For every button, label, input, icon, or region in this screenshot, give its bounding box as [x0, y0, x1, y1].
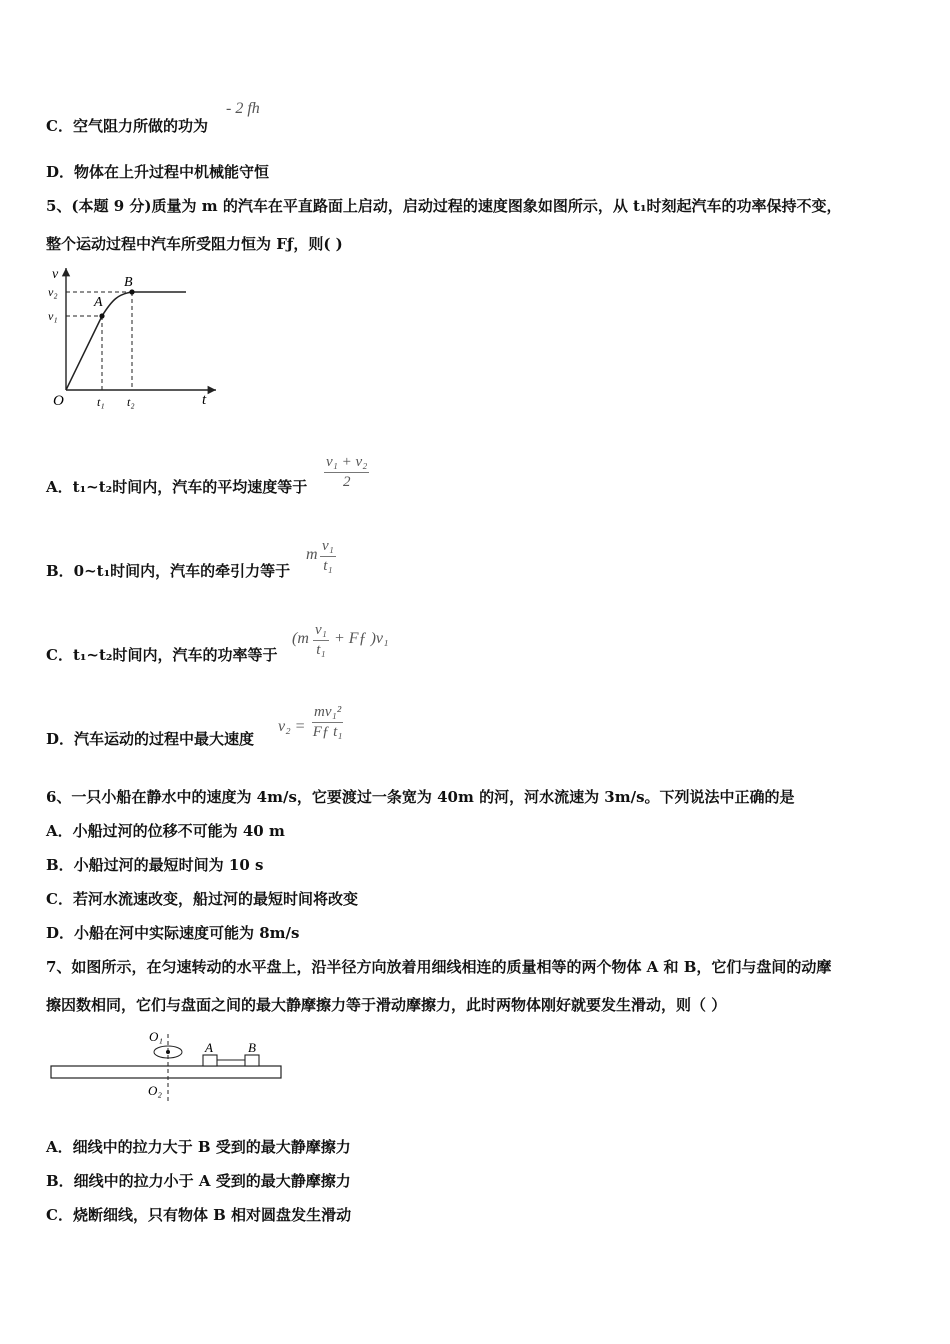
q5-option-d-fraction [312, 704, 343, 741]
q5-stem-line1: 5、(本题 9 分)质量为 m 的汽车在平直路面上启动，启动过程的速度图象如图所示，从 t₁时刻起汽车的功率保持不变， [46, 197, 842, 215]
q5-velocity-time-graph [44, 262, 224, 412]
q6-option-c: C．若河水流速改变，船过河的最短时间将改变 [46, 890, 358, 908]
q5-option-b-prefix: m [306, 546, 318, 563]
graph-label-v1: v₁ [48, 309, 58, 323]
q5-option-c-open: (m [292, 630, 309, 647]
graph-linear-segment [66, 316, 102, 390]
q7-stem-line1: 7、如图所示，在匀速转动的水平盘上，沿半径方向放着用细线相连的质量相等的两个物体 A 和 B，它们与盘间的动摩 [46, 958, 832, 976]
q5-option-d-numerator: mv₁² [312, 704, 343, 723]
diagram-disk [51, 1066, 281, 1078]
q5-option-a-numerator: v₁ + v₂ [324, 454, 369, 473]
graph-point-a [99, 313, 104, 318]
q4-option-c [46, 116, 208, 136]
q5-option-b-denominator: t₁ [323, 558, 333, 574]
q5-option-b-fraction [320, 538, 336, 575]
q5-option-a: A．t₁~t₂时间内，汽车的平均速度等于 [46, 478, 308, 496]
q5-option-d-lhs: v₂ = [278, 718, 306, 735]
graph-label-t2: t₂ [127, 395, 135, 409]
q7-option-a: A．细线中的拉力大于 B 受到的最大静摩擦力 [46, 1138, 351, 1156]
q5-option-c-close: + Fƒ )v₁ [334, 630, 389, 647]
diagram-label-a: A [205, 1040, 213, 1055]
diagram-label-b: B [248, 1040, 256, 1055]
q4-option-c-text: C．空气阻力所做的功为 [46, 117, 208, 135]
diagram-block-a [203, 1055, 217, 1066]
diagram-label-o1: O₁ [149, 1029, 163, 1044]
q7-rotating-disk-diagram [48, 1026, 288, 1106]
q5-option-c: C．t₁~t₂时间内，汽车的功率等于 [46, 646, 278, 664]
graph-label-t-axis: t [202, 392, 207, 408]
graph-curve-segment [102, 292, 132, 316]
q5-option-a-fraction [324, 454, 369, 491]
graph-label-b: B [124, 275, 133, 290]
graph-label-v-axis: v [52, 267, 59, 282]
q6-option-d: D．小船在河中实际速度可能为 8m/s [46, 924, 300, 942]
q6-stem: 6、一只小船在静水中的速度为 4m/s，它要渡过一条宽为 40m 的河，河水流速为 3m/s。下列说法中正确的是 [46, 788, 795, 806]
diagram-center-dot [166, 1050, 170, 1054]
q7-option-c: C．烧断细线，只有物体 B 相对圆盘发生滑动 [46, 1206, 352, 1224]
graph-label-t1: t₁ [97, 395, 105, 409]
diagram-label-o2: O₂ [148, 1083, 162, 1098]
q5-option-d-denominator: Fƒ t₁ [312, 724, 343, 740]
q4-option-c-formula: - 2 fh [226, 100, 260, 117]
q7-stem-line2: 擦因数相同，它们与盘面之间的最大静摩擦力等于滑动摩擦力，此时两物体刚好就要发生滑动，则（ ） [46, 996, 727, 1014]
q5-option-d: D．汽车运动的过程中最大速度 [46, 730, 255, 748]
q4-option-d: D．物体在上升过程中机械能守恒 [46, 163, 270, 181]
q5-option-b: B．0~t₁时间内，汽车的牵引力等于 [46, 562, 291, 580]
graph-point-b [129, 289, 134, 294]
q5-option-c-denominator: t₁ [316, 642, 326, 658]
graph-label-v2: v₂ [48, 285, 58, 299]
q7-option-b: B．细线中的拉力小于 A 受到的最大静摩擦力 [46, 1172, 351, 1190]
q5-option-a-denominator: 2 [342, 474, 351, 490]
q5-option-c-fraction [313, 622, 329, 659]
graph-label-a: A [94, 295, 103, 310]
q5-option-b-numerator: v₁ [320, 538, 336, 557]
q6-option-b: B．小船过河的最短时间为 10 s [46, 856, 264, 874]
diagram-block-b [245, 1055, 259, 1066]
graph-label-origin: O [53, 393, 64, 409]
q5-stem-line2: 整个运动过程中汽车所受阻力恒为 Fƒ，则( ) [46, 235, 343, 253]
q6-option-a: A．小船过河的位移不可能为 40 m [46, 822, 285, 840]
q5-option-c-numerator: v₁ [313, 622, 329, 641]
